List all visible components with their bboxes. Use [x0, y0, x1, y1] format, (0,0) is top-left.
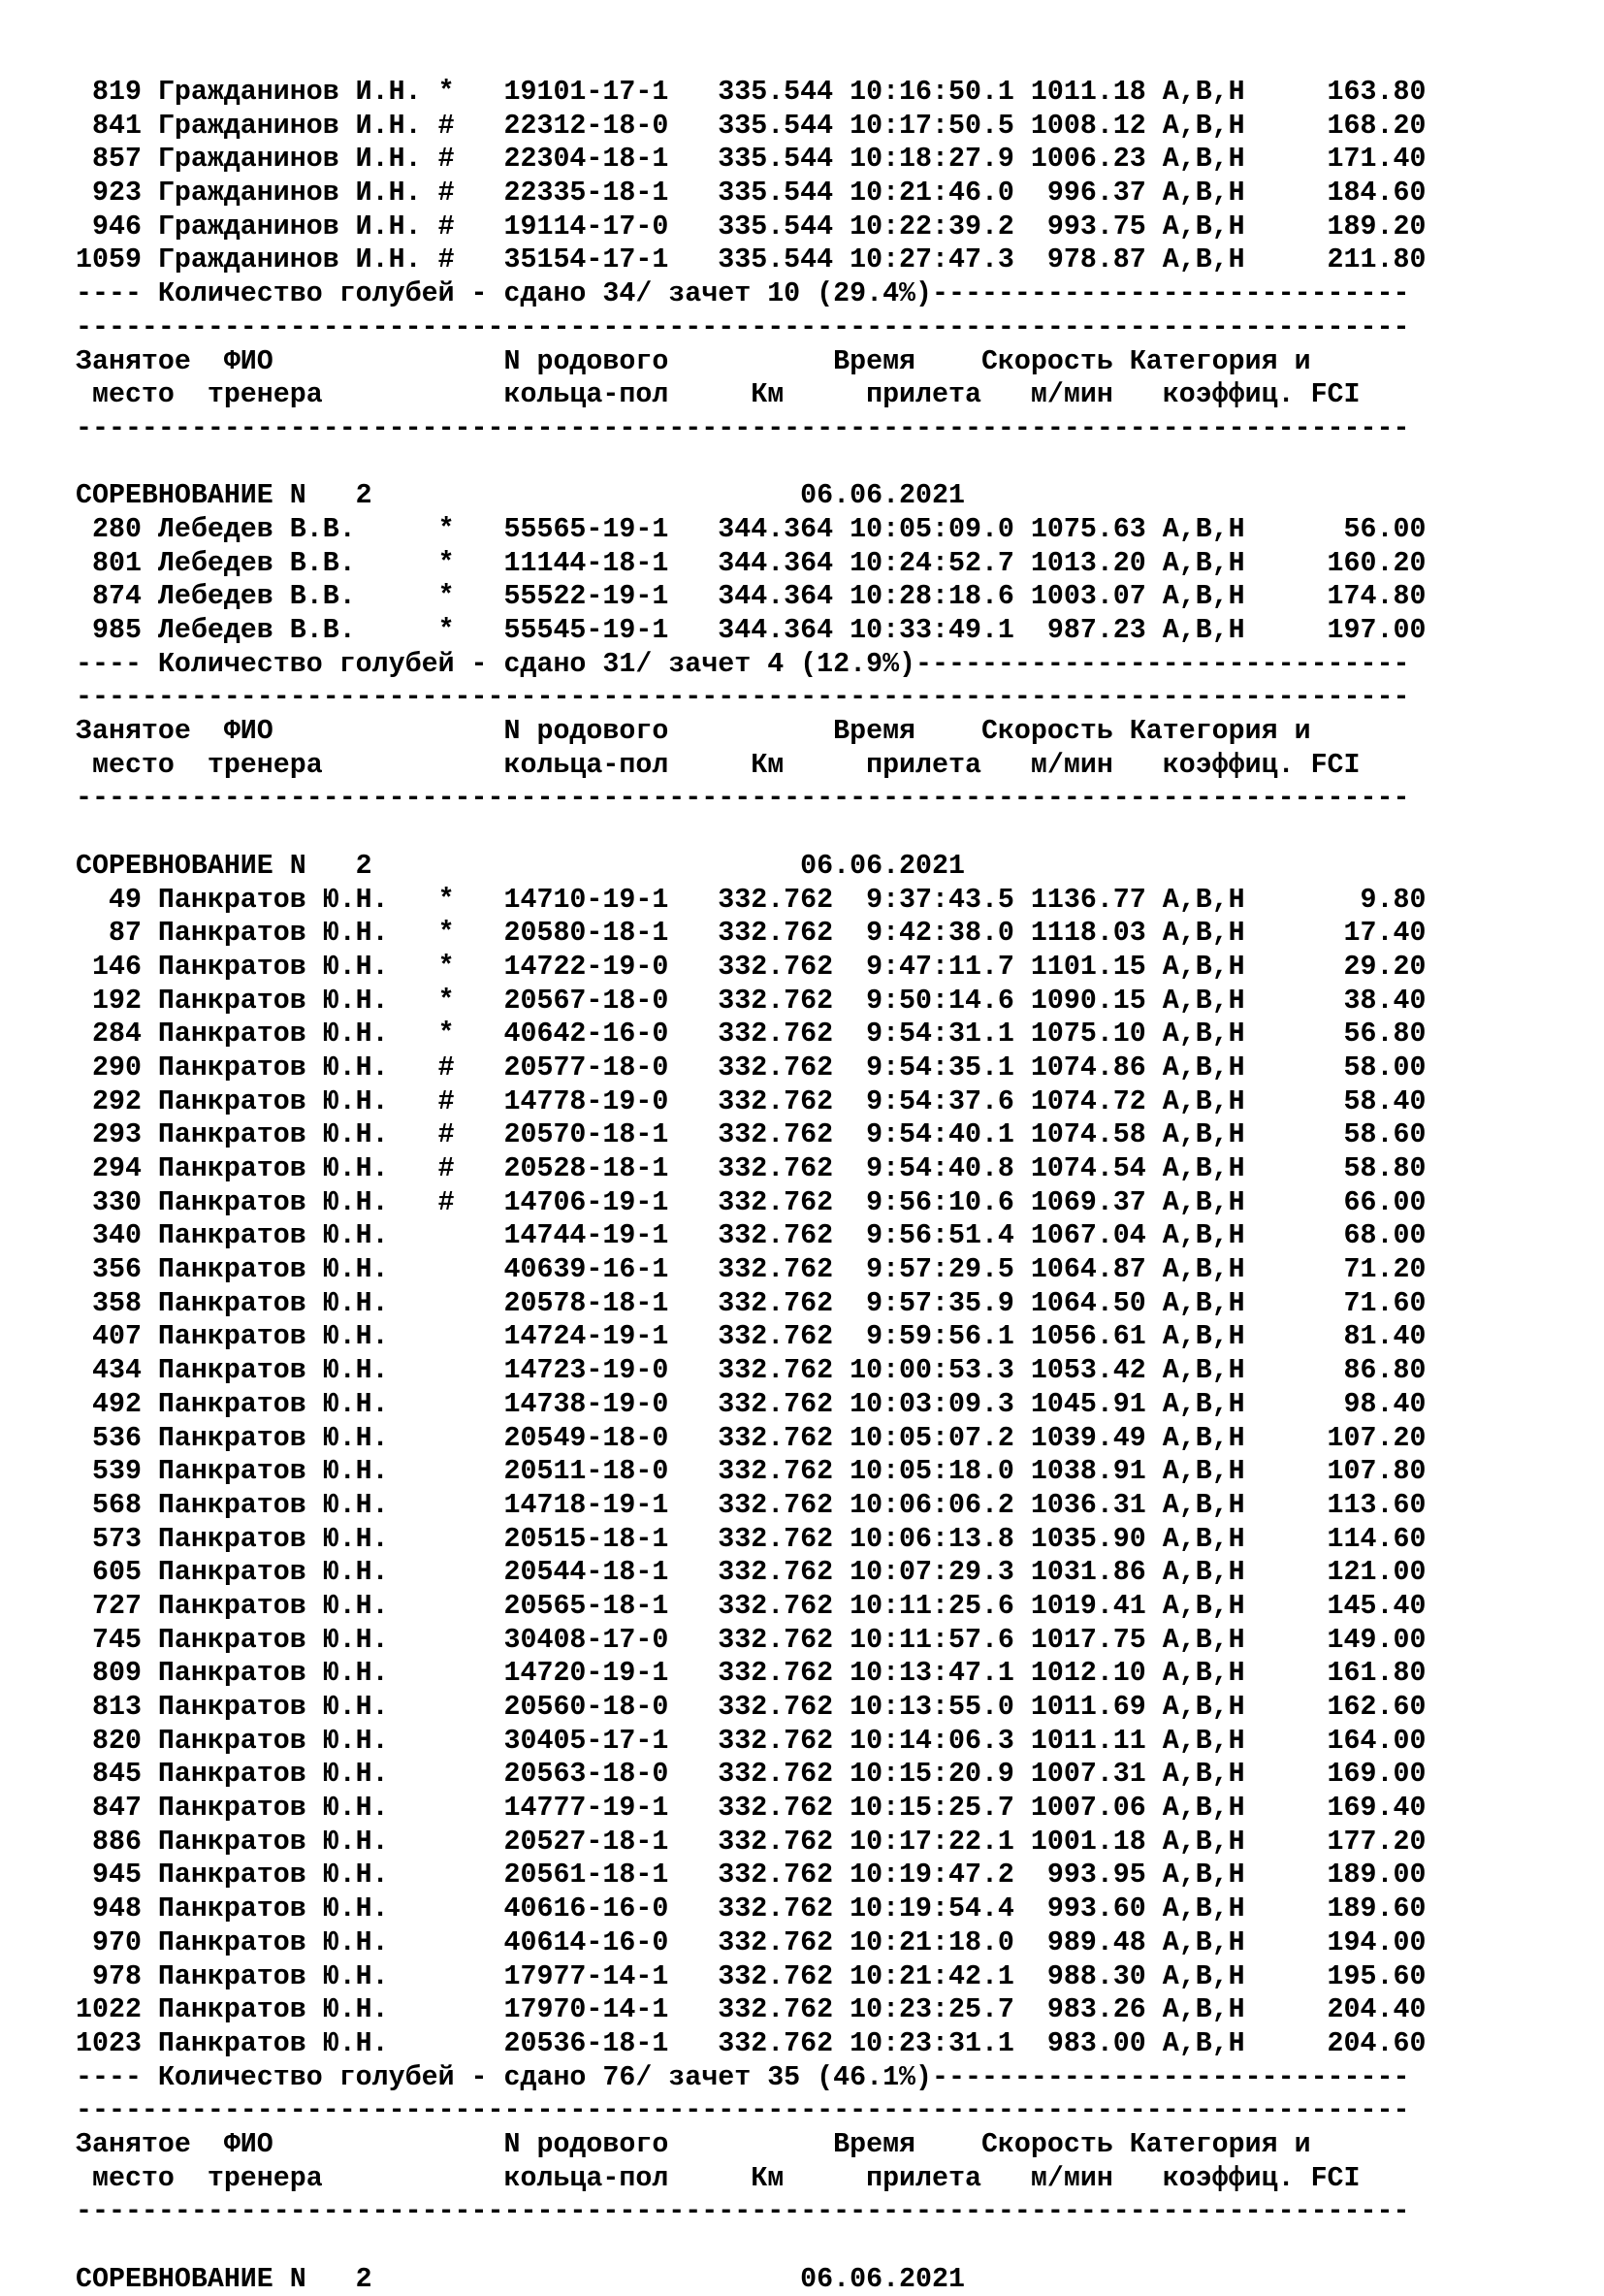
text-line: 290 Панкратов Ю.Н. # 20577-18-0 332.762 9:54:35.1 1074.86 A,B,H 58.00 — [76, 1051, 1427, 1083]
text-line: --------------------------------------------------------------------------------- — [76, 783, 1410, 815]
text-line: 745 Панкратов Ю.Н. 30408-17-0 332.762 10:11:57.6 1017.75 A,B,H 149.00 — [76, 1624, 1427, 1656]
text-line: 358 Панкратов Ю.Н. 20578-18-1 332.762 9:57:35.9 1064.50 A,B,H 71.60 — [76, 1287, 1427, 1319]
text-line — [76, 446, 1604, 480]
text-line: 923 Гражданинов И.Н. # 22335-18-1 335.544 10:21:46.0 996.37 A,B,H 184.60 — [76, 178, 1427, 210]
text-line: --------------------------------------------------------------------------------- — [76, 412, 1410, 444]
text-line: 192 Панкратов Ю.Н. * 20567-18-0 332.762 9:50:14.6 1090.15 A,B,H 38.40 — [76, 985, 1427, 1017]
text-line: СОРЕВНОВАНИЕ N 2 06.06.2021 — [76, 2263, 965, 2295]
text-line: 1023 Панкратов Ю.Н. 20536-18-1 332.762 10:23:31.1 983.00 A,B,H 204.60 — [76, 2027, 1427, 2059]
text-line: Занятое ФИО N родового Время Скорость Категория и — [76, 345, 1311, 377]
text-line: 434 Панкратов Ю.Н. 14723-19-0 332.762 10:00:53.3 1053.42 A,B,H 86.80 — [76, 1355, 1427, 1387]
text-line: Занятое ФИО N родового Время Скорость Категория и — [76, 2128, 1311, 2160]
text-line: 605 Панкратов Ю.Н. 20544-18-1 332.762 10:07:29.3 1031.86 A,B,H 121.00 — [76, 1557, 1427, 1589]
text-line: 841 Гражданинов И.Н. # 22312-18-0 335.544 10:17:50.5 1008.12 A,B,H 168.20 — [76, 110, 1427, 142]
text-line: 492 Панкратов Ю.Н. 14738-19-0 332.762 10:03:09.3 1045.91 A,B,H 98.40 — [76, 1388, 1427, 1420]
text-line: --------------------------------------------------------------------------------- — [76, 2095, 1410, 2127]
text-line: 978 Панкратов Ю.Н. 17977-14-1 332.762 10:21:42.1 988.30 A,B,H 195.60 — [76, 1960, 1427, 1992]
text-line: 330 Панкратов Ю.Н. # 14706-19-1 332.762 9:56:10.6 1069.37 A,B,H 66.00 — [76, 1186, 1427, 1218]
text-line: СОРЕВНОВАНИЕ N 2 06.06.2021 — [76, 850, 965, 882]
text-line: 819 Гражданинов И.Н. * 19101-17-1 335.544 10:16:50.1 1011.18 A,B,H 163.80 — [76, 77, 1427, 108]
text-line: 945 Панкратов Ю.Н. 20561-18-1 332.762 10:19:47.2 993.95 A,B,H 189.00 — [76, 1859, 1427, 1892]
text-line: 407 Панкратов Ю.Н. 14724-19-1 332.762 9:59:56.1 1056.61 A,B,H 81.40 — [76, 1321, 1427, 1353]
text-line: 847 Панкратов Ю.Н. 14777-19-1 332.762 10:15:25.7 1007.06 A,B,H 169.40 — [76, 1793, 1427, 1825]
text-line: 284 Панкратов Ю.Н. * 40642-16-0 332.762 9:54:31.1 1075.10 A,B,H 56.80 — [76, 1019, 1427, 1051]
text-line: 293 Панкратов Ю.Н. # 20570-18-1 332.762 9:54:40.1 1074.58 A,B,H 58.60 — [76, 1119, 1427, 1151]
text-line: 294 Панкратов Ю.Н. # 20528-18-1 332.762 9:54:40.8 1074.54 A,B,H 58.80 — [76, 1153, 1427, 1184]
text-line: 886 Панкратов Ю.Н. 20527-18-1 332.762 10:17:22.1 1001.18 A,B,H 177.20 — [76, 1826, 1427, 1858]
text-line: ---- Количество голубей - сдано 76/ зачет 35 (46.1%)----------------------------- — [76, 2061, 1410, 2093]
text-line: 813 Панкратов Ю.Н. 20560-18-0 332.762 10:13:55.0 1011.69 A,B,H 162.60 — [76, 1692, 1427, 1723]
text-line: 845 Панкратов Ю.Н. 20563-18-0 332.762 10:15:20.9 1007.31 A,B,H 169.00 — [76, 1759, 1427, 1791]
text-line: 946 Гражданинов И.Н. # 19114-17-0 335.544 10:22:39.2 993.75 A,B,H 189.20 — [76, 210, 1427, 243]
text-line: 1022 Панкратов Ю.Н. 17970-14-1 332.762 10:23:25.7 983.26 A,B,H 204.40 — [76, 1994, 1427, 2026]
text-line: --------------------------------------------------------------------------------- — [76, 2196, 1410, 2228]
text-line: 539 Панкратов Ю.Н. 20511-18-0 332.762 10:05:18.0 1038.91 A,B,H 107.80 — [76, 1456, 1427, 1488]
text-line: 809 Панкратов Ю.Н. 14720-19-1 332.762 10:13:47.1 1012.10 A,B,H 161.80 — [76, 1658, 1427, 1690]
text-line: 970 Панкратов Ю.Н. 40614-16-0 332.762 10:21:18.0 989.48 A,B,H 194.00 — [76, 1926, 1427, 1958]
text-line: --------------------------------------------------------------------------------- — [76, 682, 1410, 714]
text-line: ---- Количество голубей - сдано 31/ зачет 4 (12.9%)------------------------------ — [76, 648, 1410, 680]
text-line: --------------------------------------------------------------------------------- — [76, 311, 1410, 343]
text-line: 568 Панкратов Ю.Н. 14718-19-1 332.762 10:06:06.2 1036.31 A,B,H 113.60 — [76, 1489, 1427, 1521]
text-line — [76, 816, 1604, 850]
text-line: 1059 Гражданинов И.Н. # 35154-17-1 335.544 10:27:47.3 978.87 A,B,H 211.80 — [76, 244, 1427, 276]
text-line: 49 Панкратов Ю.Н. * 14710-19-1 332.762 9:37:43.5 1136.77 A,B,H 9.80 — [76, 884, 1427, 916]
text-line: 87 Панкратов Ю.Н. * 20580-18-1 332.762 9:42:38.0 1118.03 A,B,H 17.40 — [76, 918, 1427, 950]
text-line: 356 Панкратов Ю.Н. 40639-16-1 332.762 9:57:29.5 1064.87 A,B,H 71.20 — [76, 1254, 1427, 1286]
text-line: 280 Лебедев В.В. * 55565-19-1 344.364 10:05:09.0 1075.63 A,B,H 56.00 — [76, 513, 1427, 545]
text-line: 874 Лебедев В.В. * 55522-19-1 344.364 10:28:18.6 1003.07 A,B,H 174.80 — [76, 581, 1427, 613]
text-line — [76, 2229, 1604, 2263]
text-line: ---- Количество голубей - сдано 34/ зачет 10 (29.4%)----------------------------- — [76, 278, 1410, 310]
text-line: 727 Панкратов Ю.Н. 20565-18-1 332.762 10:11:25.6 1019.41 A,B,H 145.40 — [76, 1590, 1427, 1622]
text-line: место тренера кольца-пол Км прилета м/мин коэффиц. FCI — [76, 749, 1361, 781]
text-line: 536 Панкратов Ю.Н. 20549-18-0 332.762 10:05:07.2 1039.49 A,B,H 107.20 — [76, 1422, 1427, 1454]
text-line: 801 Лебедев В.В. * 11144-18-1 344.364 10:24:52.7 1013.20 A,B,H 160.20 — [76, 547, 1427, 579]
text-line: 292 Панкратов Ю.Н. # 14778-19-0 332.762 9:54:37.6 1074.72 A,B,H 58.40 — [76, 1085, 1427, 1117]
text-line: 820 Панкратов Ю.Н. 30405-17-1 332.762 10:14:06.3 1011.11 A,B,H 164.00 — [76, 1725, 1427, 1757]
text-line: Занятое ФИО N родового Время Скорость Категория и — [76, 716, 1311, 748]
text-line: 340 Панкратов Ю.Н. 14744-19-1 332.762 9:56:51.4 1067.04 A,B,H 68.00 — [76, 1220, 1427, 1252]
text-line: 985 Лебедев В.В. * 55545-19-1 344.364 10:33:49.1 987.23 A,B,H 197.00 — [76, 615, 1427, 646]
text-line: 857 Гражданинов И.Н. # 22304-18-1 335.544 10:18:27.9 1006.23 A,B,H 171.40 — [76, 144, 1427, 176]
text-line: 146 Панкратов Ю.Н. * 14722-19-0 332.762 9:47:11.7 1101.15 A,B,H 29.20 — [76, 951, 1427, 983]
text-line: место тренера кольца-пол Км прилета м/мин коэффиц. FCI — [76, 2162, 1361, 2194]
text-line: 948 Панкратов Ю.Н. 40616-16-0 332.762 10:19:54.4 993.60 A,B,H 189.60 — [76, 1893, 1427, 1925]
text-line: место тренера кольца-пол Км прилета м/мин коэффиц. FCI — [76, 379, 1361, 411]
text-line: 573 Панкратов Ю.Н. 20515-18-1 332.762 10:06:13.8 1035.90 A,B,H 114.60 — [76, 1523, 1427, 1555]
text-line: СОРЕВНОВАНИЕ N 2 06.06.2021 — [76, 480, 965, 512]
